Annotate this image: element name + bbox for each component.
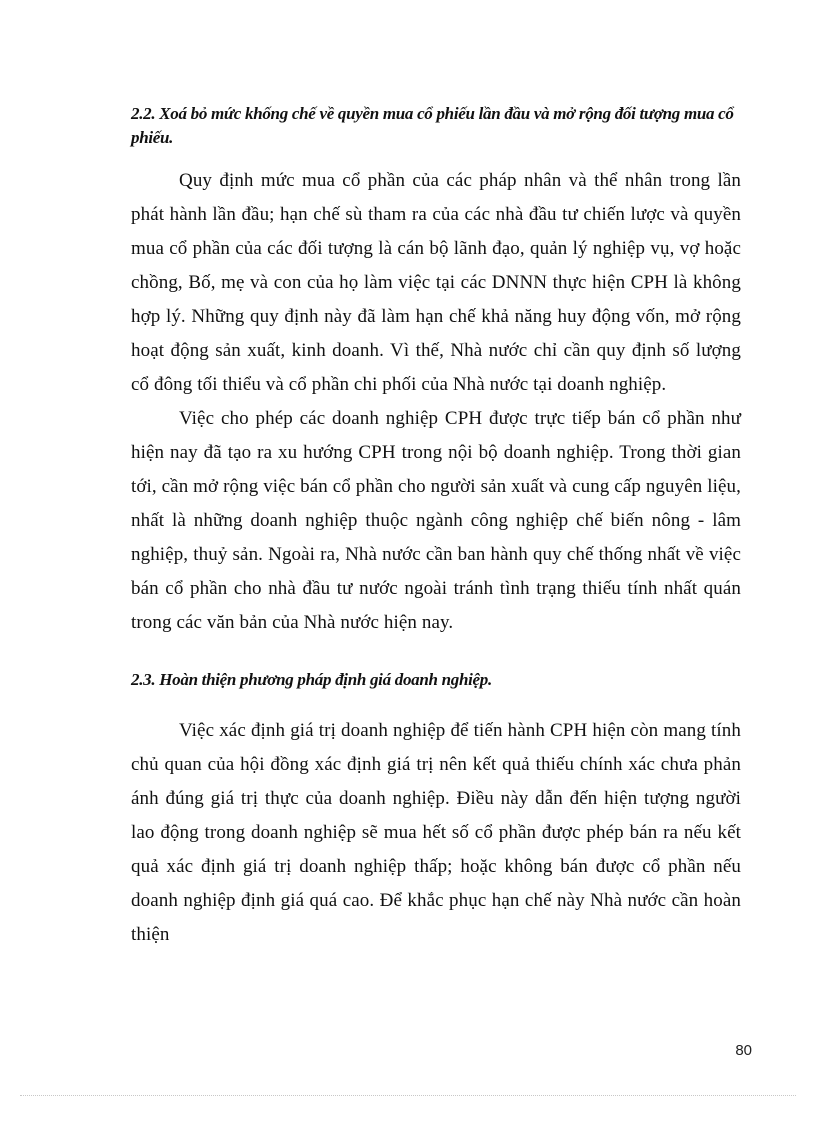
page-number: 80 xyxy=(735,1042,752,1059)
page-content xyxy=(131,102,741,952)
paragraph: Việc xác định giá trị doanh nghiệp để tiến hành CPH hiện còn mang tính chủ quan của hội đồng xác định giá trị nên kết quả thiếu chính xác chưa phản ánh đúng giá trị thực của doanh nghiệp. Điều này dẫn đến hiện tượng người lao động trong doanh nghiệp sẽ mua hết số cổ phần được phép bán ra nếu kết quả xác định giá trị doanh nghiệp thấp; hoặc không bán được cổ phần nếu doanh nghiệp định giá quá cao. Để khắc phục hạn chế này Nhà nước cần hoàn thiện xyxy=(131,720,741,945)
paragraph: Quy định mức mua cổ phần của các pháp nhân và thể nhân trong lần phát hành lần đầu; hạn chế sù tham ra của các nhà đầu tư chiến lược và quyền mua cổ phần của các đối tượng là cán bộ lãnh đạo, quản lý nghiệp vụ, vợ hoặc chồng, Bố, mẹ và con của họ làm việc tại các DNNN thực hiện CPH là không hợp lý. Những quy định này đã làm hạn chế khả năng huy động vốn, mở rộng hoạt động sản xuất, kinh doanh. Vì thế, Nhà nước chỉ cần quy định số lượng cổ đông tối thiểu và cổ phần chi phối của Nhà nước tại doanh nghiệp. xyxy=(131,170,741,395)
section-heading-2-2: 2.2. Xoá bỏ mức khống chế về quyền mua cổ phiếu lần đầu và mở rộng đối tượng mua cổ phiếu. xyxy=(131,104,734,147)
section-heading-2-3: 2.3. Hoàn thiện phương pháp định giá doanh nghiệp. xyxy=(131,670,492,689)
page-bottom-divider xyxy=(20,1095,796,1096)
paragraph: Việc cho phép các doanh nghiệp CPH được trực tiếp bán cổ phần như hiện nay đã tạo ra xu hướng CPH trong nội bộ doanh nghiệp. Trong thời gian tới, cần mở rộng việc bán cổ phần cho người sản xuất và cung cấp nguyên liệu, nhất là những doanh nghiệp thuộc ngành công nghiệp chế biến nông - lâm nghiệp, thuỷ sản. Ngoài ra, Nhà nước cần ban hành quy chế thống nhất về việc bán cổ phần cho nhà đầu tư nước ngoài tránh tình trạng thiếu tính nhất quán trong các văn bản của Nhà nước hiện nay. xyxy=(131,408,741,633)
